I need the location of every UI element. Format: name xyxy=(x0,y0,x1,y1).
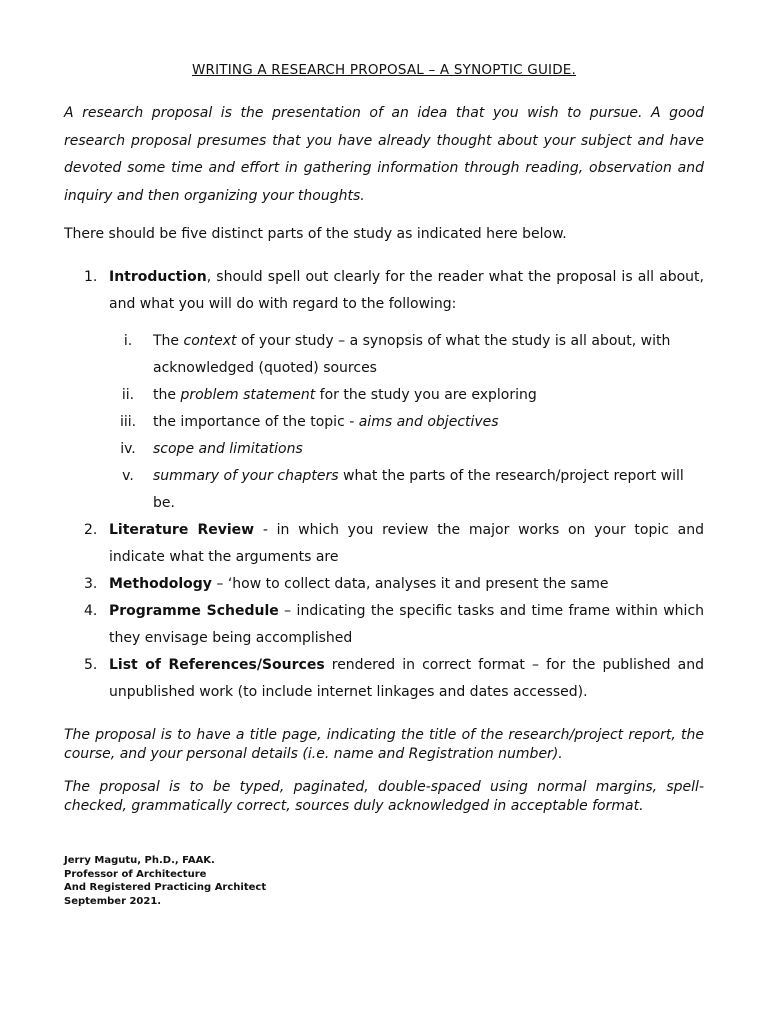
author-registration: And Registered Practicing Architect xyxy=(64,882,267,893)
sublist-item xyxy=(109,463,704,517)
formatting-note: The proposal is to be typed, paginated, double-spaced using normal margins, spell-checked, grammatically correct, sources duly acknowledged in acceptable format. xyxy=(64,779,704,814)
intro-paragraph: A research proposal is the presentation of an idea that you wish to pursue. A good research proposal presumes that you have already thought about your subject and have devoted some time and effort in gathering information through reading, observation and inquiry and then organizing your thoughts. xyxy=(64,105,704,204)
item-heading: Programme Schedule xyxy=(109,603,279,619)
title-page-note: The proposal is to have a title page, indicating the title of the research/project report, the course, and your personal details (i.e. name and Registration number). xyxy=(64,727,704,762)
item-text: - in which you review the major works on your topic and indicate what the arguments are xyxy=(109,522,705,565)
introduction-sublist xyxy=(109,328,704,517)
item-number: 5. xyxy=(84,657,98,673)
list-item-literature-review xyxy=(64,517,704,571)
subitem-text: of your study – a synopsis of what the study is all about, with acknowledged (quoted) sources xyxy=(153,333,671,376)
roman-numeral: i. xyxy=(123,333,133,349)
signature-block xyxy=(64,854,704,908)
item-heading: Introduction xyxy=(109,269,207,285)
parts-list xyxy=(64,264,704,706)
subitem-emphasis: scope and limitations xyxy=(153,441,303,457)
document-title: WRITING A RESEARCH PROPOSAL – A SYNOPTIC GUIDE. xyxy=(191,62,577,78)
list-item-introduction xyxy=(64,264,704,517)
sublist-item xyxy=(109,328,704,382)
roman-numeral: ii. xyxy=(121,387,135,403)
item-heading: Methodology xyxy=(109,576,212,592)
subitem-emphasis: summary of your chapters xyxy=(153,468,339,484)
item-number: 4. xyxy=(84,603,98,619)
item-text: , should spell out clearly for the reader what the proposal is all about, and what you will do with regard to the following: xyxy=(109,269,704,312)
item-heading: Literature Review xyxy=(109,522,255,538)
lead-sentence: There should be five distinct parts of the study as indicated here below. xyxy=(64,226,567,242)
subitem-text: the importance of the topic - xyxy=(153,414,359,430)
item-number: 2. xyxy=(84,522,98,538)
author-name: Jerry Magutu, Ph.D., FAAK. xyxy=(64,855,215,866)
subitem-text: what the parts of the research/project report will be. xyxy=(153,468,684,511)
roman-numeral: iii. xyxy=(119,414,137,430)
item-text: rendered in correct format – for the published and unpublished work (to include internet linkages and dates accessed). xyxy=(109,657,704,700)
subitem-emphasis: problem statement xyxy=(180,387,316,403)
list-item-programme-schedule xyxy=(64,598,704,652)
subitem-emphasis: context xyxy=(183,333,237,349)
roman-numeral: v. xyxy=(122,468,134,484)
item-number: 1. xyxy=(84,269,98,285)
item-text: – indicating the specific tasks and time frame within which they envisage being accomplished xyxy=(109,603,705,646)
document-date: September 2021. xyxy=(64,895,162,907)
item-text: – ‘how to collect data, analyses it and present the same xyxy=(211,576,609,592)
sublist-item xyxy=(109,382,704,409)
subitem-text: The xyxy=(153,333,184,349)
sublist-item xyxy=(109,409,704,436)
item-number: 3. xyxy=(84,576,98,592)
list-item-references xyxy=(64,652,704,706)
sublist-item xyxy=(109,436,704,463)
roman-numeral: iv. xyxy=(120,441,136,457)
author-title: Professor of Architecture xyxy=(64,868,207,880)
list-item-methodology xyxy=(64,571,704,598)
subitem-text: the xyxy=(153,387,181,403)
item-heading: List of References/Sources xyxy=(109,657,325,673)
subitem-text: for the study you are exploring xyxy=(315,387,537,403)
subitem-emphasis: aims and objectives xyxy=(358,414,499,430)
